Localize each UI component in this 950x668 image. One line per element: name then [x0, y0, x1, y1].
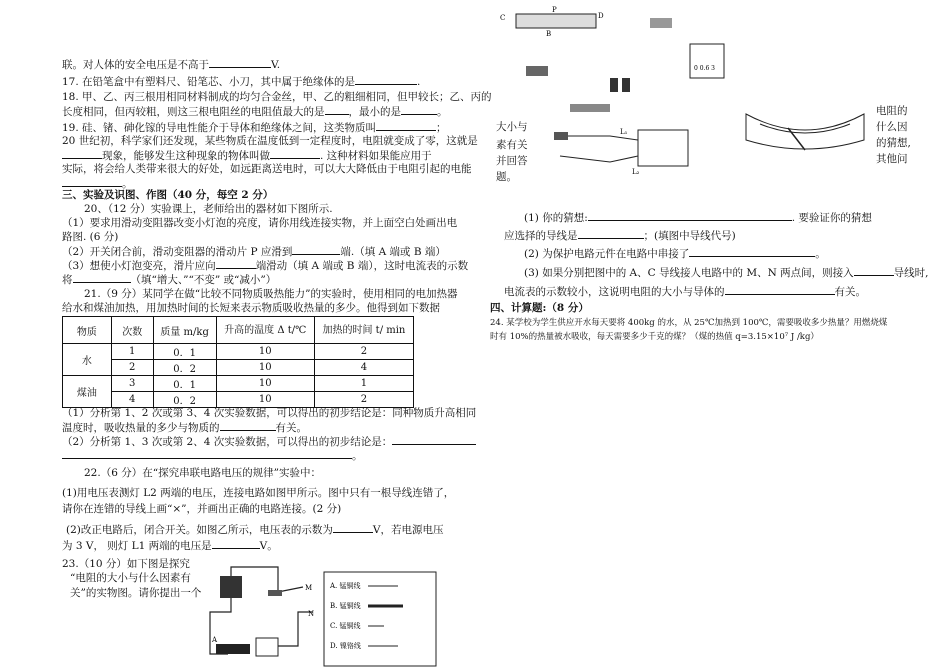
q21-line1: 21.（9 分）某同学在做“比较不同物质吸热能力”的实验时，使用相同的电加热器	[84, 288, 458, 300]
data-table	[62, 316, 414, 408]
battery-icon	[622, 78, 630, 92]
q23-part2: (2) 为保护电路元件在电路中串接了 。	[524, 248, 826, 260]
label-p: P	[552, 6, 557, 14]
q23-side-right-4: 其他问	[876, 153, 908, 165]
q18-line1: 18. 甲、乙、丙三根用相同材料制成的均匀合金丝，甲、乙的粗细相同，但甲较长；乙、丙的	[62, 91, 492, 103]
label-l2: L₂	[632, 168, 640, 176]
table-cell: 2	[314, 392, 413, 408]
q23-line1: 23.（10 分）如下图是探究	[62, 558, 190, 570]
table-row	[63, 360, 414, 376]
q21-analysis-2b: 。	[62, 448, 363, 463]
resistance-experiment-figure	[198, 562, 448, 668]
q24-line2: 时有 10%的热量被水吸收，每天需要多少千克的煤？（煤的热值 q=3.15×10⁷ J /kg）	[490, 332, 819, 342]
table-row	[63, 376, 414, 392]
answer-blank[interactable]	[209, 57, 271, 68]
wire-label-d: D. 镍铬线	[330, 642, 361, 650]
q23-side-right-3: 的猜想,	[876, 137, 911, 149]
answer-blank[interactable]	[578, 228, 644, 239]
circuit-figure	[550, 100, 760, 188]
table-header: 加热的时间 t/ min	[314, 317, 413, 344]
q22-line2: (1)用电压表测灯 L2 两端的电压，连接电路如图甲所示。图中只有一根导线连错了，	[62, 487, 455, 499]
table-cell: 2	[111, 360, 153, 376]
q17: 17. 在铅笔盒中有塑料尺、铅笔芯、小刀，其中属于绝缘体的是 .	[62, 76, 421, 88]
ammeter-icon	[690, 44, 724, 78]
table-cell: 10	[216, 392, 314, 408]
label-c: C	[500, 14, 506, 22]
answer-blank[interactable]	[62, 148, 102, 159]
q19-line4: 实际，将会给人类带来很大的好处，如远距离送电时，可以大大降低由于电阻引起的电能	[62, 163, 472, 175]
answer-blank[interactable]	[401, 104, 437, 115]
answer-blank[interactable]	[588, 210, 792, 221]
q20-line1: 20、（12 分）实验课上，老师给出的器材如下图所示.	[84, 203, 333, 215]
q24-line1: 24. 某学校为学生供应开水每天要将 400kg 的水，从 25℃加热到 100℃，需要吸收多少热量？用燃烧煤	[490, 318, 888, 328]
section-3-heading: 三、实验及识图、作图（40 分，每空 2 分）	[62, 189, 274, 201]
table-cell: 1	[314, 376, 413, 392]
q22-line3: 请你在连错的导线上画“×”，并画出正确的电路连接。(2 分)	[62, 503, 342, 515]
q23-part3-line1: (3) 如果分别把图中的 A、C 导线接人电路中的 M、N 两点间，则接入 导线时,	[524, 267, 929, 279]
q21-analysis-2: （2）分析第 1、3 次或第 2、4 次实验数据，可以得出的初步结论是：	[62, 434, 476, 449]
q23-side-left-4: 题。	[496, 171, 517, 183]
table-cell: 10	[216, 376, 314, 392]
answer-blank[interactable]	[292, 244, 340, 255]
q19-line1: 19. 硅、锗、砷化镓的导电性能介于导体和绝缘体之间，这类物质叫 ；	[62, 122, 447, 134]
answer-blank[interactable]	[325, 104, 349, 115]
battery-icon	[610, 78, 618, 92]
table-cell: 0．2	[153, 360, 216, 376]
answer-blank[interactable]	[73, 272, 131, 283]
table-cell: 4	[111, 392, 153, 408]
q23-part1-line2: 应选择的导线是 ；(填图中导线代号)	[504, 230, 736, 242]
section-4-heading: 四、计算题:（8 分）	[490, 302, 589, 314]
q19-line3: 现象，能够发生这种现象的物体叫做 . 这种材料如果能应用于	[62, 148, 432, 163]
label-a: A	[212, 636, 218, 644]
q23-part1-line1: (1) 你的猜想: . 要验证你的猜想	[524, 212, 872, 224]
answer-blank[interactable]	[854, 265, 894, 276]
answer-blank[interactable]	[62, 176, 122, 187]
q22-line5: 为 3 V， 则灯 L1 两端的电压是 V。	[62, 540, 278, 552]
table-cell: 0．1	[153, 376, 216, 392]
answer-blank[interactable]	[270, 148, 320, 159]
answer-blank[interactable]	[725, 284, 835, 295]
wire-board-icon	[216, 644, 250, 654]
label-n: N	[308, 610, 315, 618]
table-row	[63, 344, 414, 360]
wire-label-c: C. 锰铜线	[330, 622, 361, 630]
table-cell: 0．2	[153, 392, 216, 408]
table-header: 次数	[111, 317, 153, 344]
answer-blank[interactable]	[212, 538, 260, 549]
q20-line4: （2）开关闭合前，滑动变阻器的滑动片 P 应滑到 端.（填 A 端或 B 端）	[62, 246, 446, 258]
q23-side-left-2: 素有关	[496, 139, 528, 151]
answer-blank[interactable]	[392, 434, 476, 445]
table-header: 质量 m/kg	[153, 317, 216, 344]
table-cell: 2	[314, 344, 413, 360]
q18-line2: 长度相同，但丙较粗，则这三根电阻丝的电阻值最大的是 ，最小的是 。	[62, 106, 448, 118]
wire-label-b: B. 锰铜线	[330, 602, 361, 610]
q19-line5: 。	[62, 176, 133, 191]
q16-tail: 联。对人体的安全电压是不高于 V.	[62, 59, 281, 71]
switch-icon	[554, 132, 568, 140]
answer-blank[interactable]	[62, 448, 352, 459]
table-cell: 1	[111, 344, 153, 360]
table-cell: 10	[216, 344, 314, 360]
table-cell: 4	[314, 360, 413, 376]
q23-line2: “电阻的大小与什么因素有	[70, 572, 191, 584]
lamp-icon	[650, 18, 672, 28]
table-header: 升高的温度 Δ t/℃	[216, 317, 314, 344]
switch-icon	[268, 590, 282, 596]
answer-blank[interactable]	[689, 246, 815, 257]
meter-marks: 0 0.6 3	[694, 65, 715, 72]
q23-side-right-2: 什么因	[876, 121, 908, 133]
q20-line5: （3）想使小灯泡变亮，滑片应向 端滑动（填 A 端或 B 端），这时电流表的示数	[62, 260, 469, 272]
label-b: B	[546, 30, 552, 38]
table-header: 物质	[63, 317, 112, 344]
answer-blank[interactable]	[216, 258, 256, 269]
answer-blank[interactable]	[333, 522, 373, 533]
q21-analysis-1b: 温度时，吸收热量的多少与物质的 有关。	[62, 422, 307, 434]
wire-label-a: A. 锰铜线	[330, 582, 361, 590]
table-cell: 0．1	[153, 344, 216, 360]
q23-side-left-3: 并回答	[496, 155, 528, 167]
rheostat-icon	[516, 14, 596, 28]
q21-analysis-1: （1）分析第 1、2 次或第 3、4 次实验数据，可以得出的初步结论是：同种物质升高相同	[62, 407, 477, 419]
table-cell: 3	[111, 376, 153, 392]
q20-line6: 将 （填“增大、”“不变” 或“减小”）	[62, 274, 277, 286]
table-cell: 10	[216, 360, 314, 376]
label-l1: L₁	[620, 128, 628, 136]
battery-icon	[220, 576, 242, 598]
needle-icon	[788, 128, 805, 150]
q22-line1: 22.（6 分）在“探究串联电路电压的规律”实验中：	[84, 467, 321, 479]
ammeter-icon	[256, 638, 278, 656]
label-d: D	[598, 12, 604, 20]
answer-blank[interactable]	[376, 120, 436, 131]
q23-side-right-1: 电阻的	[876, 105, 908, 117]
q20-line3: 路图. (6 分)	[62, 231, 119, 243]
q22-line4: (2)改正电路后，闭合开关。如图乙所示，电压表的示数为 V，若电源电压	[66, 524, 444, 536]
q20-line2: （1）要求用滑动变阻器改变小灯泡的亮度，请你用线连接实物，并上面空白处画出电	[62, 217, 458, 229]
apparatus-figure	[490, 4, 790, 100]
answer-blank[interactable]	[220, 420, 276, 431]
table-cell: 煤油	[63, 376, 112, 408]
table-cell: 水	[63, 344, 112, 376]
switch-icon	[526, 66, 548, 76]
answer-blank[interactable]	[355, 74, 417, 85]
voltmeter-icon	[638, 130, 688, 166]
q23-side-left-1: 大小与	[496, 121, 528, 133]
q19-line2: 20 世纪初，科学家们还发现，某些物质在温度低到一定程度时，电阻就变成了零，这就是	[62, 135, 478, 147]
q23-line3: 关”的实物图。请你提出一个	[70, 587, 202, 599]
label-m: M	[305, 584, 313, 592]
meter-dial-figure	[740, 104, 870, 154]
q21-line2: 给水和煤油加热，用加热时间的长短来表示物质吸收热量的多少。他得到如下数据	[62, 302, 440, 314]
battery-icon	[570, 104, 610, 112]
q23-part3-line2: 电流表的示数较小，这说明电阻的大小与导体的 有关。	[504, 286, 866, 298]
